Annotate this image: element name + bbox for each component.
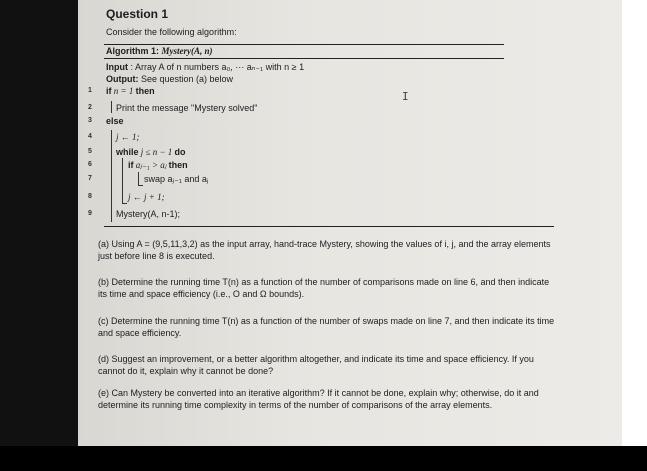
output-text: See question (a) below [141, 74, 234, 84]
indent-bar [111, 130, 112, 222]
keyword: if [128, 160, 134, 170]
algorithm-title-rule [104, 58, 504, 59]
line-number: 9 [88, 210, 92, 217]
question-title: Question 1 [106, 7, 169, 21]
algorithm-line: Print the message "Mystery solved" [116, 103, 258, 113]
algorithm-output [106, 74, 233, 84]
part-label: (e) [98, 388, 109, 398]
output-label: Output: [106, 74, 139, 84]
algorithm-input [106, 62, 304, 73]
part-label: (b) [98, 277, 109, 287]
part-text: Determine the running time T(n) as a function of the number of comparisons made on line 6, and then indicate its time and space efficiency (i.e., O and Ω bounds). [98, 277, 550, 299]
input-label: Input [106, 62, 128, 72]
algorithm-line: Mystery(A, n-1); [116, 209, 181, 219]
algorithm-line [116, 147, 186, 157]
code-text: aⱼ₋₁ > aⱼ [133, 160, 169, 170]
line-number: 4 [88, 133, 92, 140]
text-cursor-icon: I [402, 90, 409, 103]
algorithm-title-prefix: Algorithm 1: [106, 46, 159, 56]
algorithm-bottom-rule [104, 226, 554, 227]
question-part-a [98, 238, 558, 262]
keyword: then [135, 86, 155, 96]
indent-bar [122, 158, 123, 204]
part-text: Can Mystery be converted into an iterative algorithm? If it cannot be done, explain why; otherwise, do it and determine its running time complexity in terms of the number of comparisons of the array elements. [98, 388, 539, 410]
algorithm-line: j ← j + 1; [128, 192, 165, 202]
question-part-b [98, 276, 558, 300]
line-number: 1 [88, 87, 92, 94]
part-text: Suggest an improvement, or a better algorithm altogether, and indicate its time and space efficiency. If you cannot do it, explain why it cannot be done? [98, 354, 534, 376]
algorithm-line: j ← 1; [116, 132, 140, 142]
line-number: 3 [88, 117, 92, 124]
code-text: j ≤ n − 1 [138, 147, 175, 157]
algorithm-line [128, 160, 188, 171]
code-text: n = 1 [111, 86, 136, 96]
question-part-d [98, 353, 558, 377]
part-label: (d) [98, 354, 109, 364]
input-text: : Array A of n numbers a₀, ··· aₙ₋₁ with n ≥ 1 [130, 62, 305, 72]
indent-tick [138, 185, 143, 186]
keyword: while [116, 147, 139, 157]
keyword: do [174, 147, 186, 157]
line-number: 6 [88, 161, 92, 168]
indent-bar [111, 101, 112, 113]
keyword: then [168, 160, 188, 170]
part-text: Determine the running time T(n) as a function of the number of swaps made on line 7, and then indicate its time and space efficiency. [98, 316, 555, 338]
line-number: 2 [88, 104, 92, 111]
indent-tick [122, 203, 127, 204]
question-part-e [98, 387, 558, 411]
line-number: 7 [88, 175, 92, 182]
algorithm-line [106, 86, 155, 96]
line-number: 8 [88, 193, 92, 200]
algorithm-title [106, 46, 213, 56]
algorithm-line [106, 116, 124, 126]
photo-left-edge [0, 0, 90, 471]
part-text: Using A = (9,5,11,3,2) as the input array, hand-trace Mystery, showing the values of i, j, and the array elements just before line 8 is executed. [98, 239, 551, 261]
line-number: 5 [88, 148, 92, 155]
algorithm-title-name: Mystery(A, n) [161, 46, 213, 56]
question-intro: Consider the following algorithm: [106, 27, 237, 37]
part-label: (c) [98, 316, 109, 326]
photo-right-edge [622, 0, 647, 471]
document-page [78, 0, 622, 446]
part-label: (a) [98, 239, 109, 249]
algorithm-top-rule [104, 44, 504, 45]
question-part-c [98, 315, 558, 339]
keyword: else [106, 116, 124, 126]
photo-bottom-edge [0, 446, 647, 471]
keyword: if [106, 86, 112, 96]
indent-bar [138, 172, 139, 186]
algorithm-line: swap aⱼ₋₁ and aⱼ [144, 174, 209, 184]
